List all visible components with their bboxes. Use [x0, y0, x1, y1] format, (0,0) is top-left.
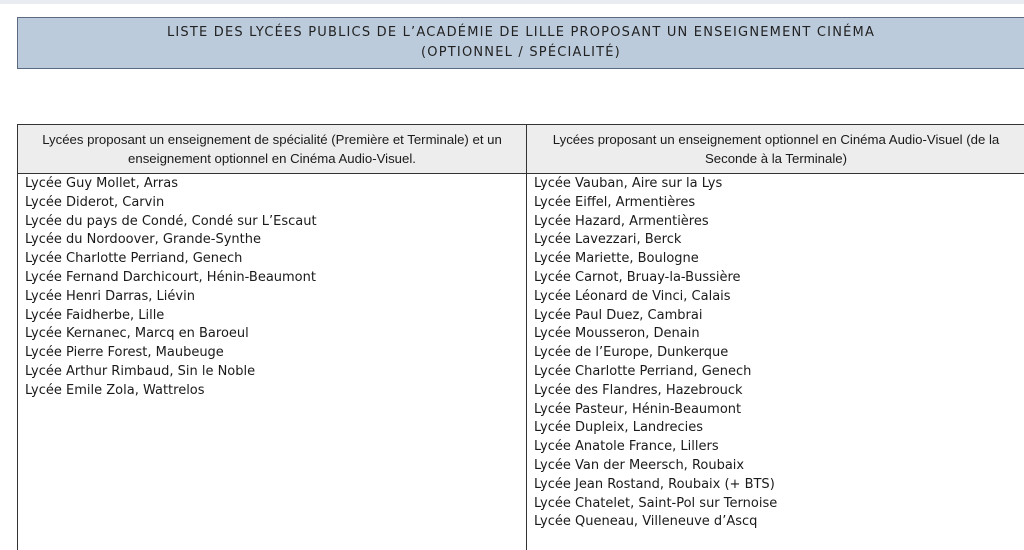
list-item: Lycée du Nordoover, Grande-Synthe: [25, 232, 261, 248]
list-item: Lycée Kernanec, Marcq en Baroeul: [25, 326, 249, 342]
list-item: Lycée Carnot, Bruay-la-Bussière: [534, 269, 741, 285]
list-item: Lycée Dupleix, Landrecies: [534, 420, 703, 436]
list-item: Lycée Van der Meersch, Roubaix: [534, 457, 745, 473]
top-rule: [0, 0, 1024, 4]
list-item: Lycée Paul Duez, Cambrai: [534, 307, 703, 323]
list-item: Lycée Lavezzari, Berck: [534, 232, 682, 248]
list-item: Lycée Vauban, Aire sur la Lys: [534, 176, 723, 191]
table-header-row: [18, 125, 1024, 174]
lycees-table: [17, 124, 1024, 550]
title-line-1: LISTE DES LYCÉES PUBLICS DE L’ACADÉMIE DE LILLE PROPOSANT UN ENSEIGNEMENT CINÉMA: [166, 25, 876, 40]
title-banner: [17, 17, 1024, 69]
list-item: Lycée Diderot, Carvin: [25, 194, 165, 210]
list-item: Lycée Hazard, Armentières: [534, 213, 709, 229]
list-item: Lycée Léonard de Vinci, Calais: [534, 288, 731, 304]
list-item: Lycée des Flandres, Hazebrouck: [534, 382, 743, 398]
list-item: Lycée Jean Rostand, Roubaix (+ BTS): [534, 476, 775, 492]
header-specialite: Lycées proposant un enseignement de spécialité (Première et Terminale) et un enseignement optionnel en Cinéma Audio-Visuel.: [42, 132, 502, 166]
optionnel-list: [534, 175, 777, 532]
title-line-2: (OPTIONNEL / SPÉCIALITÉ): [421, 45, 621, 60]
specialite-list: [25, 175, 317, 401]
list-item: Lycée Fernand Darchicourt, Hénin-Beaumont: [25, 269, 316, 285]
list-item: Lycée du pays de Condé, Condé sur L’Escaut: [25, 213, 317, 229]
list-item: Lycée de l’Europe, Dunkerque: [534, 345, 729, 361]
list-item: Lycée Faidherbe, Lille: [25, 307, 165, 323]
list-item: Lycée Pierre Forest, Maubeuge: [25, 345, 224, 361]
list-item: Lycée Guy Mollet, Arras: [25, 176, 179, 191]
header-optionnel: Lycées proposant un enseignement optionnel en Cinéma Audio-Visuel (de la Seconde à la Terminale): [552, 132, 1000, 166]
list-item: Lycée Arthur Rimbaud, Sin le Noble: [25, 363, 256, 379]
list-item: Lycée Anatole France, Lillers: [534, 439, 719, 455]
list-item: Lycée Chatelet, Saint-Pol sur Ternoise: [534, 495, 778, 511]
list-item: Lycée Queneau, Villeneuve d’Ascq: [534, 514, 758, 530]
column-divider: [526, 125, 527, 550]
list-item: Lycée Emile Zola, Wattrelos: [25, 382, 205, 398]
list-item: Lycée Eiffel, Armentières: [534, 194, 696, 210]
list-item: Lycée Pasteur, Hénin-Beaumont: [534, 401, 742, 417]
list-item: Lycée Mariette, Boulogne: [534, 251, 699, 267]
list-item: Lycée Charlotte Perriand, Genech: [25, 251, 243, 267]
list-item: Lycée Henri Darras, Liévin: [25, 288, 195, 304]
list-item: Lycée Mousseron, Denain: [534, 326, 700, 342]
list-item: Lycée Charlotte Perriand, Genech: [534, 363, 752, 379]
